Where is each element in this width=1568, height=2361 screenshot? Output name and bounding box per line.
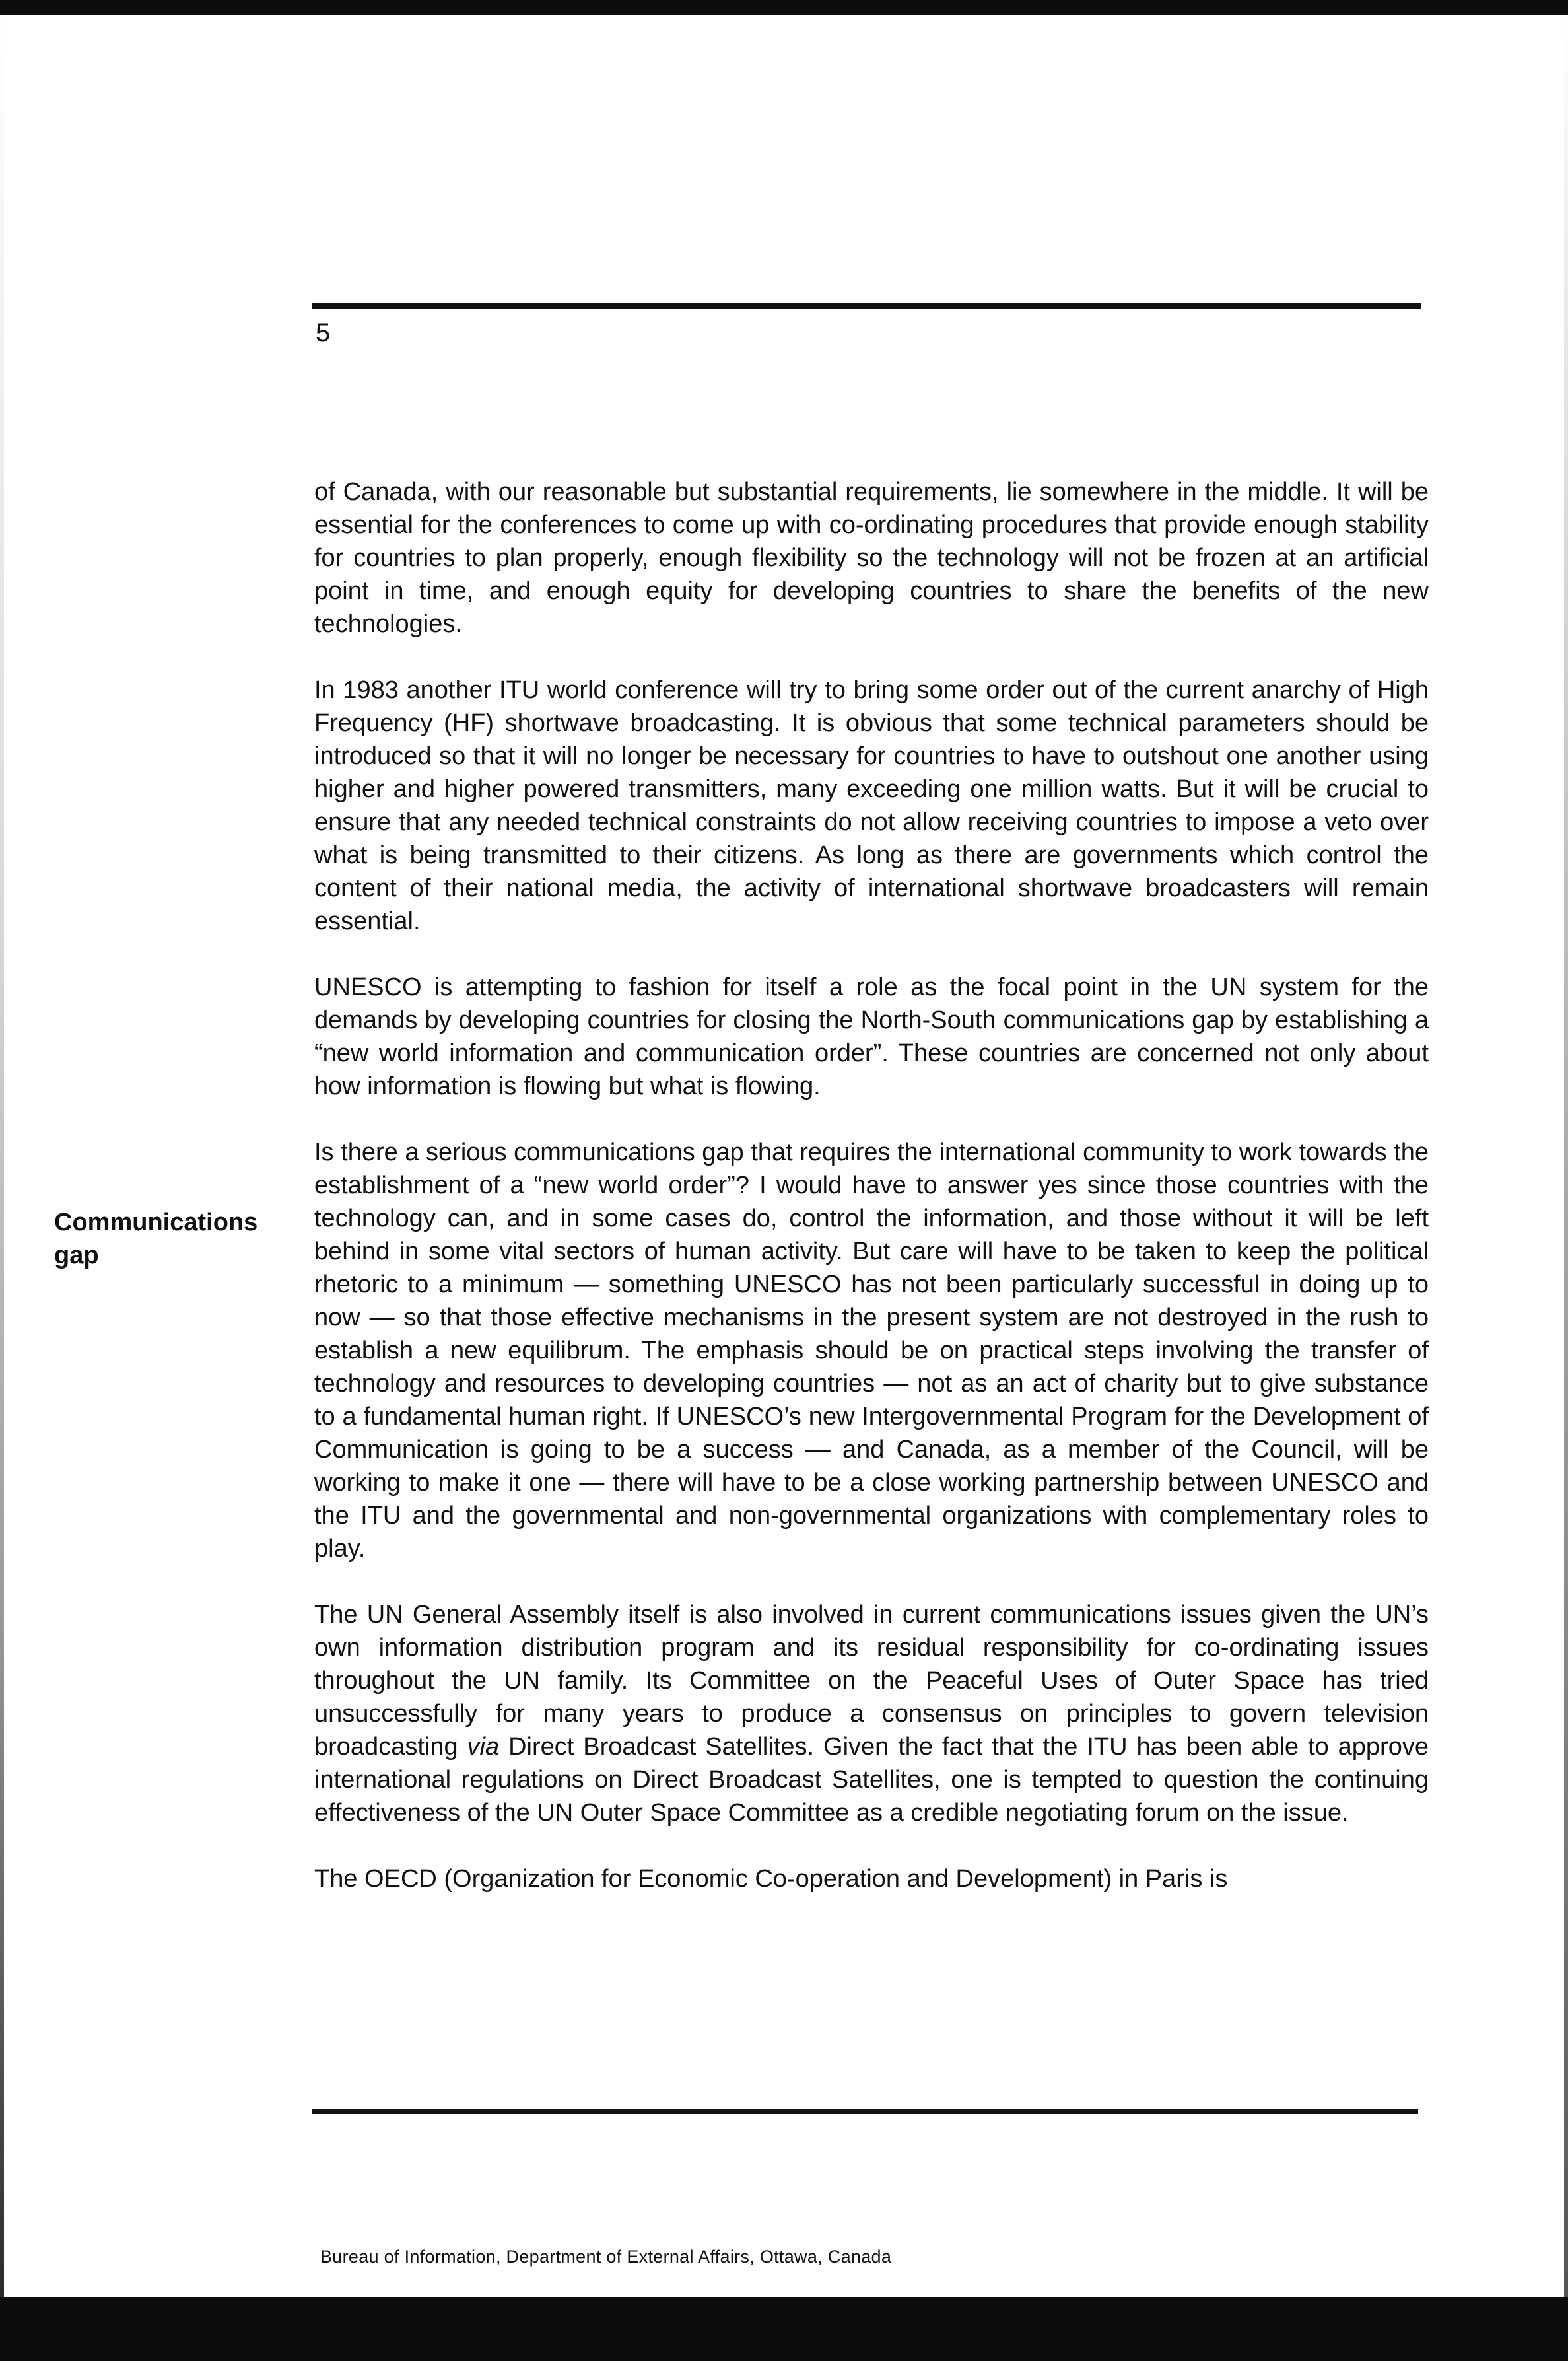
footer-text: Bureau of Information, Department of External Affairs, Ottawa, Canada [320, 2247, 892, 2267]
footer-rule [312, 2109, 1418, 2114]
margin-heading-line-2: gap [54, 1242, 99, 1269]
paragraph-2: In 1983 another ITU world conference will try to bring some order out of the current anarchy of High Frequency (HF) shortwave broadcasting. It is obvious that some technical parameters should be introduced so that it will no longer be necessary for countries to have to outshout one another using higher and higher powered transmitters, many exceeding one million watts. But it will be crucial to ensure that any needed technical constraints do not allow receiving countries to impose a veto over what is being transmitted to their citizens. As long as there are governments which control the content of their national media, the activity of international shortwave broadcasters will remain essential. [314, 676, 1429, 935]
paragraph-3: UNESCO is attempting to fashion for itself a role as the focal point in the UN system for the demands by developing countries for closing the North-South communications gap by establishing a “new world information and communication order”. These countries are concerned not only about how information is flowing but what is flowing. [314, 973, 1429, 1100]
scan-top-border [0, 0, 1568, 15]
italic-via: via [467, 1733, 500, 1761]
header-rule [312, 303, 1421, 309]
page-number: 5 [316, 318, 331, 347]
paragraph-5: The UN General Assembly itself is also involved in current communications issues given the UN’s own information distribution program and its residual responsibility for co-ordinating issues throughout the UN family. Its Committee on the Peaceful Uses of Outer Space has tried unsuccessfully for many years to produce a consensus on principles to govern television broadcasting via Direct Broadcast Satellites. Given the fact that the ITU has been able to approve international regulations on Direct Broadcast Satellites, one is tempted to question the continuing effectiveness of the UN Outer Space Committee as a credible negotiating forum on the issue. [314, 1601, 1429, 1827]
margin-heading-line-1: Communications [54, 1209, 258, 1236]
scan-left-edge [0, 15, 4, 2297]
paragraph-4: Is there a serious communications gap that requires the international community to work towards the establishment of a “new world order”? I would have to answer yes since those countries with the technology can, and in some cases do, control the information, and those without it will be left behind in some vital sectors of human activity. But care will have to be taken to keep the political rhetoric to a minimum — something UNESCO has not been particularly successful in doing up to now — so that those effective mechanisms in the present system are not destroyed in the rush to establish a new equilibrum. The emphasis should be on practical steps involving the transfer of technology and resources to developing countries — not as an act of charity but to give substance to a fundamental human right. If UNESCO’s new Intergovernmental Program for the Development of Communication is going to be a success — and Canada, as a member of the Council, will be working to make it one — there will have to be a close working partnership between UNESCO and the ITU and the governmental and non-governmental organizations with complementary roles to play. [314, 1139, 1429, 1563]
paragraph-6: The OECD (Organization for Economic Co-operation and Development) in Paris is [314, 1865, 1228, 1893]
paragraph-1: of Canada, with our reasonable but substantial requirements, lie somewhere in the middle. It will be essential for the conferences to come up with co-ordinating procedures that provide enough stability for countries to plan properly, enough flexibility so the technology will not be frozen at an artificial point in time, and enough equity for developing countries to share the benefits of the new technologies. [314, 478, 1429, 638]
scan-bottom-border [0, 2297, 1568, 2361]
margin-heading [54, 1206, 292, 1272]
body-text [314, 476, 1429, 1928]
scan-right-edge [1564, 15, 1568, 2297]
